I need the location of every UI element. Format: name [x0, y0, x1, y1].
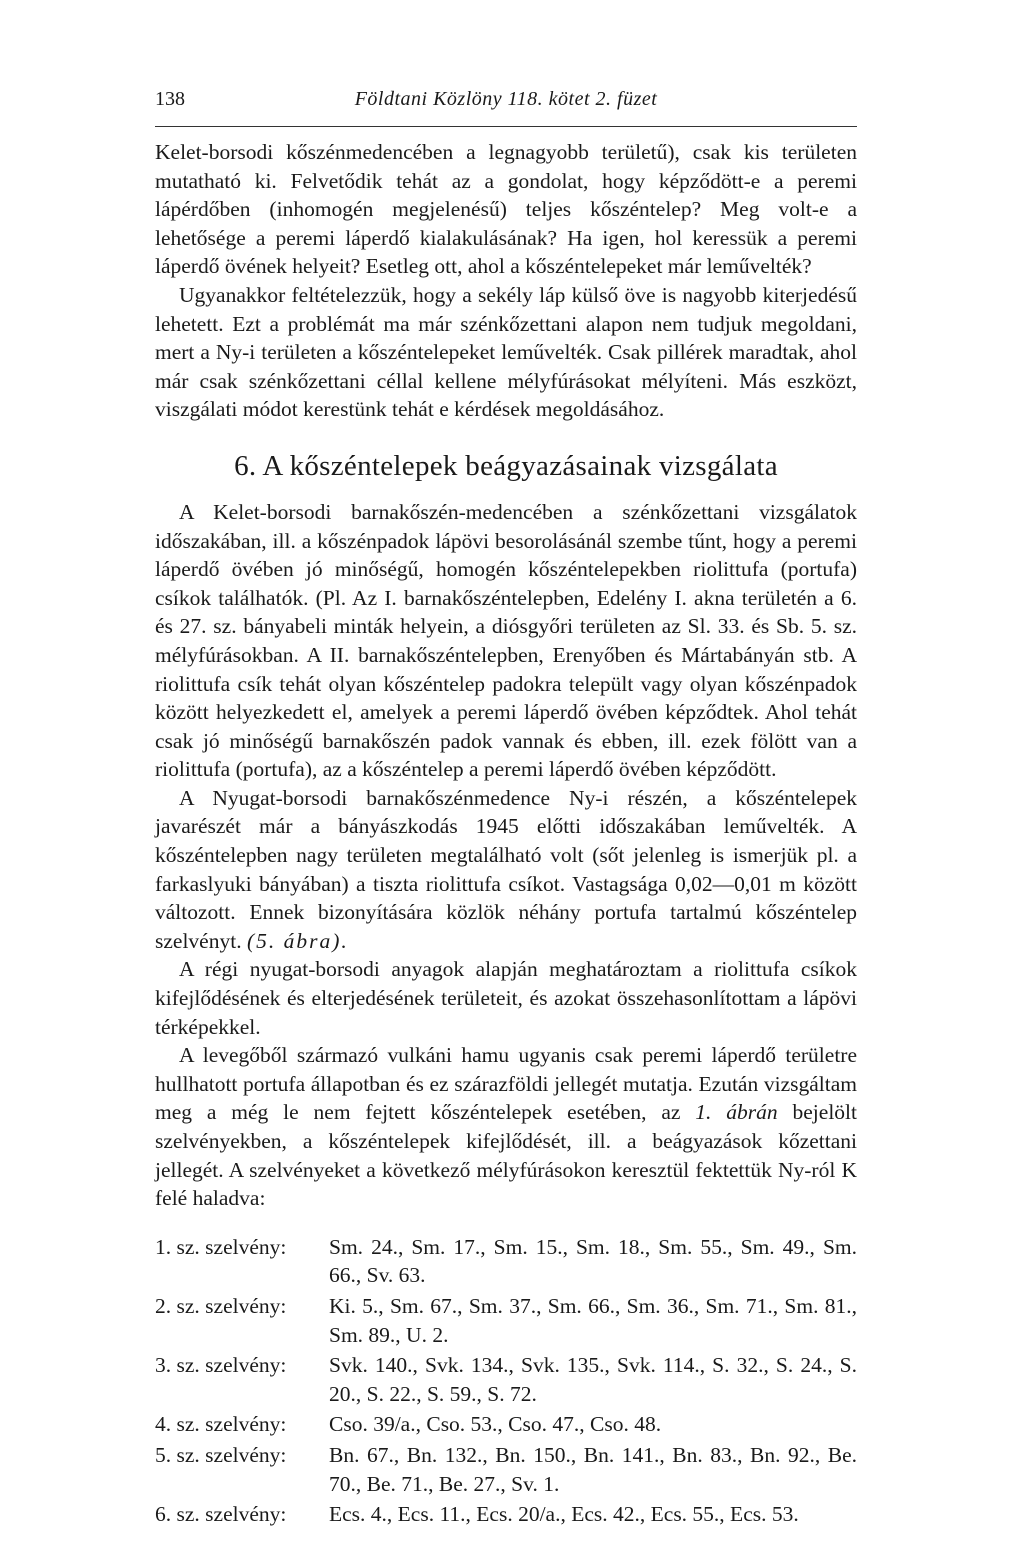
paragraph-6-text-b: bejelölt szelvényekben, a kőszéntelepek kifejlődését, ill. a beágyazások kőzettani jellegét. A szelvényeket a következő mélyfúrásokon keresztül fektettük Ny-ról K felé haladva:	[155, 1100, 857, 1211]
paragraph-3	[155, 498, 857, 784]
section-row	[155, 1441, 857, 1498]
page-number: 138	[155, 88, 185, 110]
section-label: 6. sz. szelvény:	[155, 1502, 287, 1527]
section-row	[155, 1500, 857, 1529]
section-boreholes: Sm. 24., Sm. 17., Sm. 15., Sm. 18., Sm. 55., Sm. 49., Sm. 66., Sv. 63.	[329, 1234, 857, 1288]
section-list	[155, 1233, 857, 1529]
section-row	[155, 1292, 857, 1349]
paragraph-5	[155, 955, 857, 1041]
section-row	[155, 1233, 857, 1290]
paragraph-4	[155, 784, 857, 956]
section-boreholes: Svk. 140., Svk. 134., Svk. 135., Svk. 114., S. 32., S. 24., S. 20., S. 22., S. 59., S. 72.	[329, 1353, 857, 1406]
figure-reference: (5. ábra).	[246, 928, 349, 953]
page-header	[155, 84, 857, 114]
section-row	[155, 1351, 857, 1408]
header-rule	[155, 126, 857, 127]
article-body	[155, 138, 857, 1531]
paragraph-5-text: A régi nyugat-borsodi anyagok alapján meghatároztam a riolittufa csíkok kifejlődésének és elterjedésének területeit, és azokat összehasonlítottam a lápövi térképekkel.	[155, 957, 857, 1039]
section-boreholes: Ki. 5., Sm. 67., Sm. 37., Sm. 66., Sm. 36., Sm. 71., Sm. 81., Sm. 89., U. 2.	[329, 1293, 857, 1347]
section-heading: 6. A kőszéntelepek beágyazásainak vizsgálata	[234, 449, 778, 482]
section-label: 4. sz. szelvény:	[155, 1412, 287, 1437]
paragraph-1: Kelet-borsodi kőszénmedencében a legnagyobb területű), csak kis területen mutatható ki. Felvetődik tehát az a gondolat, hogy képződött-e a peremi lápérdőben (inhomogén megjelenésű) teljes kőszéntelep? Meg volt-e a lehetősége a peremi láperdő kialakulásának? Ha igen, hol keressük a peremi láperdő övének helyeit? Esetleg ott, ahol a kőszéntelepeket már leművelték?	[155, 140, 857, 279]
section-row	[155, 1410, 857, 1439]
figure-reference-1: 1. ábrán	[695, 1100, 778, 1125]
section-boreholes: Bn. 67., Bn. 132., Bn. 150., Bn. 141., Bn. 83., Bn. 92., Be. 70., Be. 71., Be. 27., Sv. 1.	[329, 1442, 857, 1496]
section-label: 5. sz. szelvény:	[155, 1442, 287, 1467]
section-label: 3. sz. szelvény:	[155, 1353, 287, 1378]
paragraph-6	[155, 1041, 857, 1213]
paragraph-4-text: A Nyugat-borsodi barnakőszénmedence Ny-i részén, a kőszéntelepek javarészét már a bányászkodás 1945 előtti időszakában leművelték. A kőszéntelepben nagy területen megtalálható volt (sőt jelenleg is ismerjük pl. a farkaslyuki bányában) a tiszta riolittufa csíkot. Vastagsága 0,02—0,01 m között változott. Ennek bizonyítására közlök néhány portufa tartalmú kőszéntelep szelvényt.	[155, 785, 857, 953]
paragraph-3-text: A Kelet-borsodi barnakőszén-medencében a szénkőzettani vizsgálatok időszakában, ill. a kőszénpadok lápövi besorolásánál szembe tűnt, hogy a peremi láperdő övében jó minőségű, homogén kőszéntelepekben riolittufa (portufa) csíkok találhatók. (Pl. Az I. barnakőszéntelepben, Edelény I. akna területén a 6. és 27. sz. bányabeli minták helyein, a diósgyőri területen az Sl. 33. és Sb. 5. sz. mélyfúrásokban. A II. barnakőszéntelepben, Erenyőben és Mártabányán stb. A riolittufa csík tehát olyan kőszéntelep padokra települt vagy olyan kőszénpadok között helyezkedett el, amelyek a peremi láperdő övében képződtek. Ahol tehát csak jó minőségű barnakőszén padok vannak és ebben, ill. ezek fölött van a riolittufa (portufa), az a kőszéntelep a peremi láperdő övében képződött.	[155, 499, 857, 782]
paragraph-6-text-a: A levegőből származó vulkáni hamu ugyanis csak peremi láperdő területre hullhatott portufa állapotban és ez szárazföldi jellegét mutatja. Ezután vizsgáltam meg a még le nem fejtett kőszéntelepek esetében, az	[155, 1043, 857, 1125]
section-boreholes: Cso. 39/a., Cso. 53., Cso. 47., Cso. 48.	[329, 1412, 662, 1437]
running-title: Földtani Közlöny 118. kötet 2. füzet	[354, 88, 658, 110]
section-label: 1. sz. szelvény:	[155, 1234, 287, 1259]
section-label: 2. sz. szelvény:	[155, 1293, 287, 1318]
paragraph-2: Ugyanakkor feltételezzük, hogy a sekély láp külső öve is nagyobb kiterjedésű lehetett. Ezt a problémát ma már szénkőzettani alapon nem tudjuk megoldani, mert a Ny-i területen a kőszéntelepeket leművelték. Csak pillérek maradtak, ahol már csak szénkőzettani céllal kellene mélyfúrásokat mélyíteni. Más eszközt, viszgálati módot kerestünk tehát e kérdések megoldásához.	[155, 282, 857, 422]
section-boreholes: Ecs. 4., Ecs. 11., Ecs. 20/a., Ecs. 42., Ecs. 55., Ecs. 53.	[329, 1502, 799, 1527]
